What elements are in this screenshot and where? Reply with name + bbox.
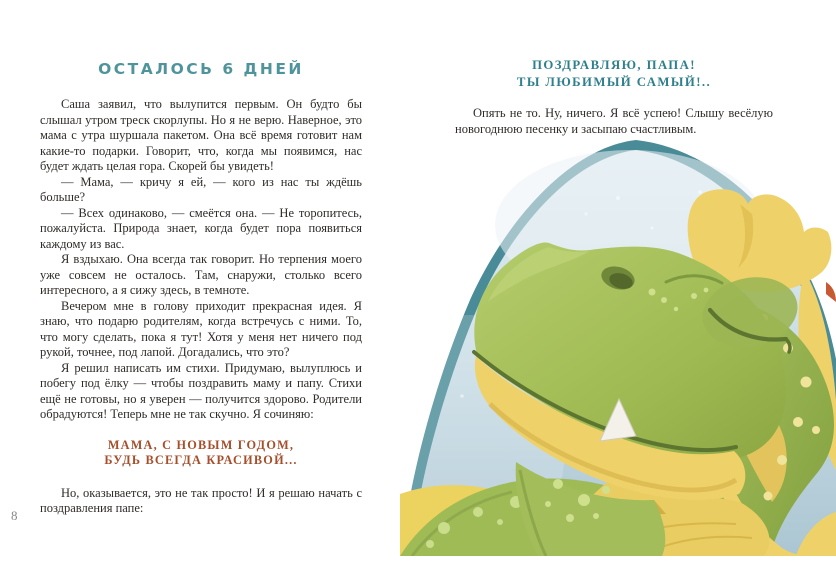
right-paragraph: Опять не то. Ну, ничего. Я всё успею! Слышу весёлую новогоднюю песенку и засыпаю счастливым. — [455, 106, 773, 136]
paragraph-6: Я решил написать им стихи. Придумаю, вылуплюсь и побегу под ёлку — чтобы поздравить маму и папу. Стихи ещё не готовы, но я уверен — получится здорово. Родители обрадуются! Теперь мне не так скучно. Я сочиняю: — [40, 360, 362, 421]
sleeping-dragon-illustration — [400, 140, 836, 556]
paragraph-7: Но, оказывается, это не так просто! И я решаю начать с поздравления папе: — [40, 485, 362, 515]
paragraph-2: — Мама, — кричу я ей, — кого из нас ты ждёшь больше? — [40, 174, 362, 204]
poem-papa-line-1: ПОЗДРАВЛЯЮ, ПАПА! — [532, 58, 696, 72]
right-page — [455, 57, 773, 137]
paragraph-5: Вечером мне в голову приходит прекрасная идея. Я знаю, что подарю родителям, когда встречусь с ними. То, что могу сделать, пока я тут! Хотя у меня нет ничего под рукой, точнее, под лапой. Догадались, что это? — [40, 298, 362, 359]
poem-line-2: БУДЬ ВСЕГДА КРАСИВОЙ... — [104, 453, 298, 467]
left-page — [40, 61, 362, 517]
paragraph-3: — Всех одинаково, — смеётся она. — Не торопитесь, пожалуйста. Природа знает, когда будет пора появиться каждому из вас. — [40, 205, 362, 251]
poem-line-1: МАМА, С НОВЫМ ГОДОМ, — [107, 437, 295, 452]
poem-papa-heading — [455, 57, 773, 91]
paragraph-4: Я вздыхаю. Она всегда так говорит. Но терпения моего уже совсем не осталось. Там, снаружи, столько всего интересного, а я сижу здесь, в темноте. — [40, 252, 362, 297]
chapter-title: ОСТАЛОСЬ 6 ДНЕЙ — [98, 60, 304, 78]
paragraph-1: Саша заявил, что вылупится первым. Он будто бы слышал утром треск скорлупы. Но я не верю. Наверное, это мама с утра шуршала пакетом. Она всё время готовит нам какие-то подарки. Говорит, что, когда мы появимся, нас будет ждать целая гора. Скорей бы увидеть! — [40, 97, 362, 173]
page-number: 8 — [11, 508, 18, 523]
poem-mama — [40, 438, 362, 469]
poem-papa-line-2: ТЫ ЛЮБИМЫЙ САМЫЙ!.. — [516, 75, 712, 89]
